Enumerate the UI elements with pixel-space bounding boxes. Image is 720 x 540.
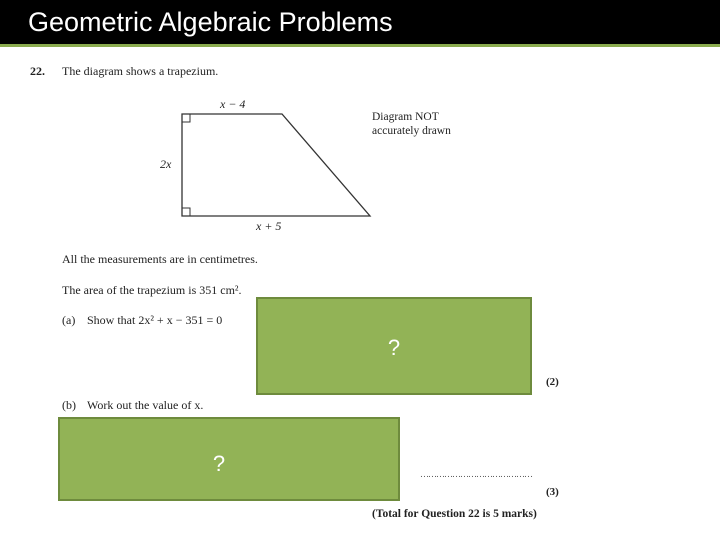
question-intro: The diagram shows a trapezium. bbox=[62, 64, 219, 78]
right-angle-mark-bottom bbox=[182, 208, 190, 216]
left-side-label: 2x bbox=[160, 157, 172, 171]
measurements-text: All the measurements are in centimetres. bbox=[62, 252, 258, 266]
part-b-letter: (b) bbox=[62, 398, 76, 412]
title-bar bbox=[0, 0, 720, 44]
part-a-text: Show that 2x² + x − 351 = 0 bbox=[87, 313, 223, 327]
answer-line: …………………………………… bbox=[420, 469, 532, 479]
hidden-answer-box-b[interactable] bbox=[58, 417, 400, 501]
hidden-answer-box-a-label: ? bbox=[387, 335, 401, 360]
part-b-marks: (3) bbox=[546, 486, 559, 498]
question-number: 22. bbox=[30, 64, 45, 78]
trapezium-shape bbox=[182, 114, 370, 216]
trapezium-diagram bbox=[150, 92, 390, 237]
diagram-note-line2: accurately drawn bbox=[372, 125, 451, 137]
hidden-answer-box-a[interactable] bbox=[256, 297, 532, 395]
top-side-label: x − 4 bbox=[220, 97, 246, 111]
part-b-text: Work out the value of x. bbox=[87, 398, 204, 412]
question-total: (Total for Question 22 is 5 marks) bbox=[372, 508, 537, 520]
part-a-marks: (2) bbox=[546, 376, 559, 388]
part-a-letter: (a) bbox=[62, 313, 76, 327]
slide-title: Geometric Algebraic Problems bbox=[28, 7, 393, 37]
right-angle-mark-top bbox=[182, 114, 190, 122]
diagram-note bbox=[372, 110, 451, 138]
bottom-side-label: x + 5 bbox=[256, 219, 282, 233]
hidden-answer-box-b-label: ? bbox=[212, 451, 226, 476]
title-accent-rule bbox=[0, 44, 720, 47]
area-text: The area of the trapezium is 351 cm². bbox=[62, 283, 242, 297]
diagram-note-line1: Diagram NOT bbox=[372, 111, 439, 123]
